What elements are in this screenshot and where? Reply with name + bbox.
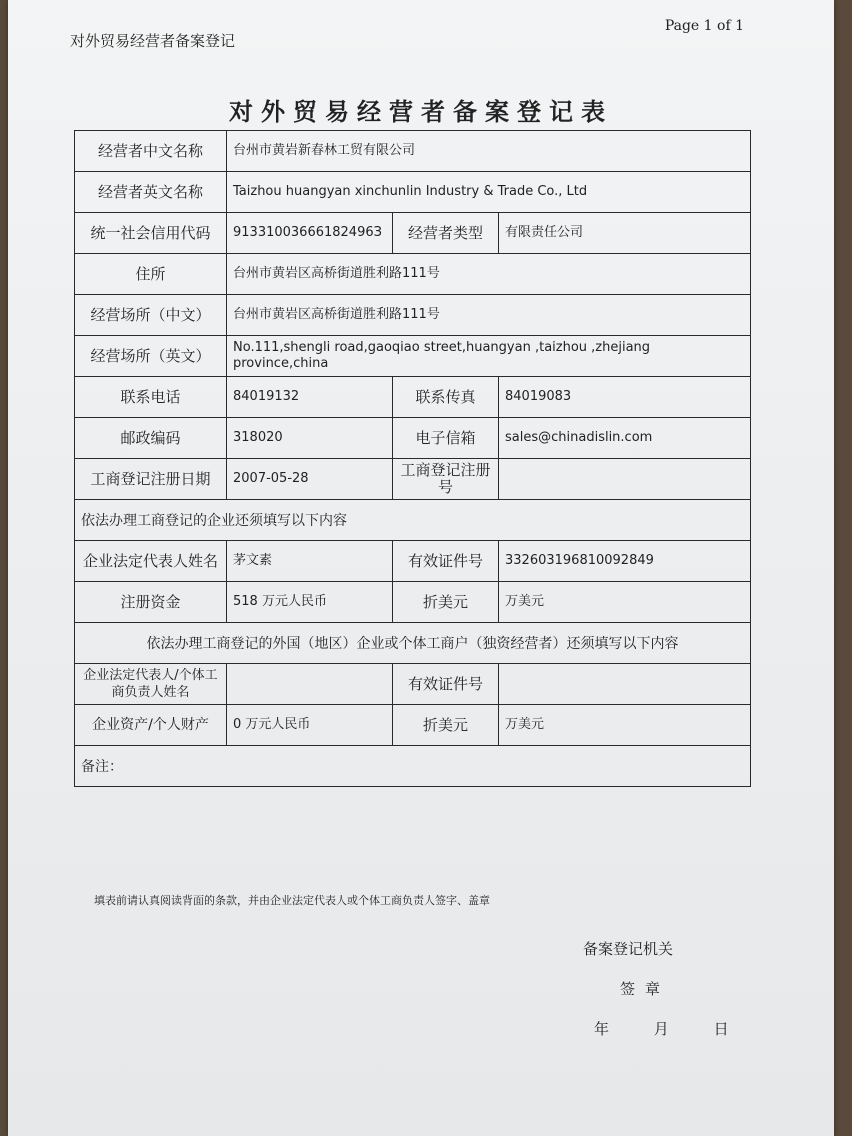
premises-cn-value: 台州市黄岩区高桥街道胜利路111号 bbox=[227, 295, 751, 336]
postcode-label: 邮政编码 bbox=[75, 418, 227, 459]
phone-value: 84019132 bbox=[227, 377, 393, 418]
type-label: 经营者类型 bbox=[393, 213, 499, 254]
day-label: 日 bbox=[713, 1020, 729, 1038]
phone-label: 联系电话 bbox=[75, 377, 227, 418]
row-assets bbox=[75, 705, 751, 746]
email-value: sales@chinadislin.com bbox=[499, 418, 751, 459]
name-en-value: Taizhou huangyan xinchunlin Industry & Trade Co., Ltd bbox=[227, 172, 751, 213]
row-name-cn bbox=[75, 131, 751, 172]
capital-label: 注册资金 bbox=[75, 582, 227, 623]
premises-cn-label: 经营场所（中文） bbox=[75, 295, 227, 336]
reg-no-value bbox=[499, 459, 751, 500]
reg-no-label: 工商登记注册号 bbox=[393, 459, 499, 500]
corner-title: 对外贸易经营者备案登记 bbox=[70, 32, 236, 50]
reg-date-value: 2007-05-28 bbox=[227, 459, 393, 500]
reg-date-label: 工商登记注册日期 bbox=[75, 459, 227, 500]
name-en-label: 经营者英文名称 bbox=[75, 172, 227, 213]
notes-label: 备注： bbox=[75, 746, 751, 787]
assets-label: 企业资产/个人财产 bbox=[75, 705, 227, 746]
assets-value: 0 万元人民币 bbox=[227, 705, 393, 746]
row-section1-heading bbox=[75, 500, 751, 541]
month-label: 月 bbox=[653, 1020, 669, 1038]
footnote: 填表前请认真阅读背面的条款，并由企业法定代表人或个体工商负责人签字、盖章 bbox=[94, 894, 490, 907]
name-cn-value: 台州市黄岩新春林工贸有限公司 bbox=[227, 131, 751, 172]
date-line bbox=[594, 1018, 751, 1039]
premises-en-label: 经营场所（英文） bbox=[75, 336, 227, 377]
capital-value: 518 万元人民币 bbox=[227, 582, 393, 623]
form-paper bbox=[8, 0, 834, 1136]
postcode-value: 318020 bbox=[227, 418, 393, 459]
row-notes bbox=[75, 746, 751, 787]
row-contact bbox=[75, 377, 751, 418]
usd-label: 折美元 bbox=[393, 582, 499, 623]
section2-heading: 依法办理工商登记的外国（地区）企业或个体工商户（独资经营者）还须填写以下内容 bbox=[75, 623, 751, 664]
row-postcode-email bbox=[75, 418, 751, 459]
row-address bbox=[75, 254, 751, 295]
email-label: 电子信箱 bbox=[393, 418, 499, 459]
id-number-label: 有效证件号 bbox=[393, 541, 499, 582]
legal-rep-label: 企业法定代表人姓名 bbox=[75, 541, 227, 582]
row-premises-cn bbox=[75, 295, 751, 336]
registration-authority: 备案登记机关 bbox=[583, 940, 674, 958]
row-legal-rep bbox=[75, 541, 751, 582]
name-cn-label: 经营者中文名称 bbox=[75, 131, 227, 172]
legal-rep-value: 茅文素 bbox=[227, 541, 393, 582]
row-section2-heading bbox=[75, 623, 751, 664]
assets-usd-value: 万美元 bbox=[499, 705, 751, 746]
premises-en-value: No.111,shengli road,gaoqiao street,huangyan ,taizhou ,zhejiang province,china bbox=[227, 336, 751, 377]
row-registration bbox=[75, 459, 751, 500]
id-number-value: 332603196810092849 bbox=[499, 541, 751, 582]
row-capital bbox=[75, 582, 751, 623]
row-foreign-rep bbox=[75, 664, 751, 705]
address-value: 台州市黄岩区高桥街道胜利路111号 bbox=[227, 254, 751, 295]
address-label: 住所 bbox=[75, 254, 227, 295]
row-premises-en bbox=[75, 336, 751, 377]
row-name-en bbox=[75, 172, 751, 213]
seal-label: 签章 bbox=[620, 980, 671, 998]
year-label: 年 bbox=[594, 1020, 610, 1038]
page-number: Page 1 of 1 bbox=[664, 18, 744, 34]
credit-code-label: 统一社会信用代码 bbox=[75, 213, 227, 254]
foreign-rep-label: 企业法定代表人/个体工商负责人姓名 bbox=[75, 664, 227, 705]
foreign-id-value bbox=[499, 664, 751, 705]
credit-code-value: 91331003666182496З bbox=[227, 213, 393, 254]
section1-heading: 依法办理工商登记的企业还须填写以下内容 bbox=[75, 500, 751, 541]
assets-usd-label: 折美元 bbox=[393, 705, 499, 746]
document-title: 对外贸易经营者备案登记表 bbox=[229, 98, 613, 126]
foreign-rep-value bbox=[227, 664, 393, 705]
registration-table bbox=[74, 130, 751, 787]
fax-value: 84019083 bbox=[499, 377, 751, 418]
fax-label: 联系传真 bbox=[393, 377, 499, 418]
row-credit bbox=[75, 213, 751, 254]
foreign-id-label: 有效证件号 bbox=[393, 664, 499, 705]
type-value: 有限责任公司 bbox=[499, 213, 751, 254]
usd-value: 万美元 bbox=[499, 582, 751, 623]
